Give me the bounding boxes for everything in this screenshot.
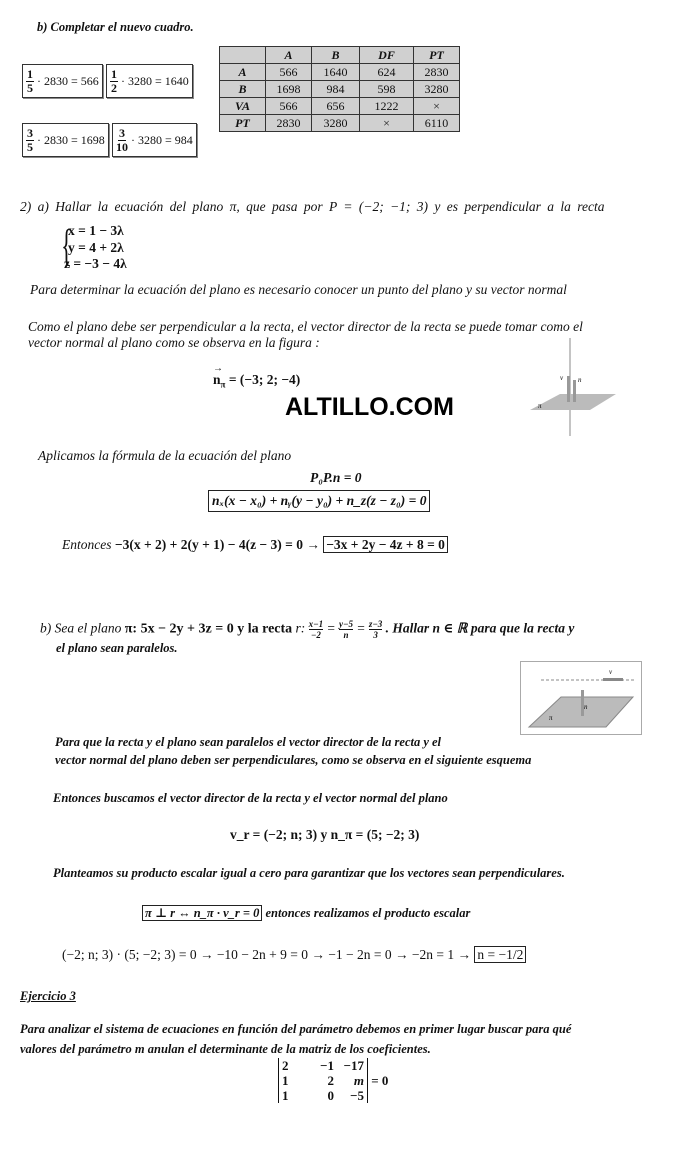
paragraph: Para determinar la ecuación del plano es necesario conocer un punto del plano y su vector normal bbox=[30, 282, 567, 297]
condition-line bbox=[142, 905, 470, 921]
parallel-figure bbox=[520, 661, 642, 735]
paragraph: Entonces buscamos el vector director de la recta y el vector normal del plano bbox=[53, 791, 448, 805]
determinant-rhs: = 0 bbox=[368, 1072, 389, 1088]
header-cell: PT bbox=[414, 47, 460, 64]
cell: 1698 bbox=[266, 81, 312, 98]
numerator: 3 bbox=[27, 125, 33, 140]
numerator: 1 bbox=[27, 66, 33, 81]
matrix-cell: m bbox=[353, 1073, 364, 1088]
exercise-2a-statement: 2) a) Hallar la ecuación del plano π, que pasa por P = (−2; −1; 3) y es perpendicular a la recta bbox=[20, 199, 605, 214]
label-pi: π bbox=[538, 402, 542, 410]
matrix-cell: 2 bbox=[282, 1058, 289, 1073]
fraction-result: · 2830 = 566 bbox=[37, 73, 99, 88]
result-line bbox=[62, 537, 448, 553]
cell: 598 bbox=[360, 81, 414, 98]
header-cell: DF bbox=[360, 47, 414, 64]
brace: { bbox=[61, 221, 72, 270]
fraction bbox=[369, 619, 382, 640]
calculation-line bbox=[62, 947, 526, 963]
paragraph: valores del parámetro m anulan el determinante de la matriz de los coeficientes. bbox=[20, 1042, 431, 1056]
exercise-3-title: Ejercicio 3 bbox=[20, 989, 76, 1003]
r-label: r: bbox=[292, 620, 309, 636]
normal-value: = (−3; 2; −4) bbox=[225, 372, 301, 387]
cell: 2830 bbox=[266, 115, 312, 132]
label-v: v bbox=[609, 668, 613, 676]
paragraph: Como el plano debe ser perpendicular a la recta, el vector director de la recta se puede tomar como el bbox=[28, 319, 583, 334]
matrix-cell: −5 bbox=[350, 1088, 364, 1103]
fraction-box bbox=[106, 64, 193, 98]
cell: 6110 bbox=[414, 115, 460, 132]
numerator: z−3 bbox=[368, 619, 383, 629]
row-label: VA bbox=[220, 98, 266, 115]
denominator: 3 bbox=[373, 630, 378, 640]
paragraph: vector normal al plano como se observa en la figura : bbox=[28, 335, 320, 350]
exercise-2b-statement: b) Sea el plano π: 5x − 2y + 3z = 0 y la recta r: $\frac{x-1}{-2}$ = $\frac{y-5}{n}$ = $\frac{z-3}{3}$ . Hallar n ∈ ℝ para que la recta y bbox=[40, 619, 575, 640]
matrix-cell: −17 bbox=[343, 1058, 364, 1073]
header-cell: B bbox=[312, 47, 360, 64]
matrix-cell: 0 bbox=[327, 1088, 334, 1103]
cell: 3280 bbox=[414, 81, 460, 98]
numerator: x−1 bbox=[308, 619, 324, 629]
vectors-equation: v_r = (−2; n; 3) y n_π = (5; −2; 3) bbox=[230, 827, 420, 842]
label-n: n bbox=[578, 376, 582, 384]
matrix-cell: −1 bbox=[320, 1058, 334, 1073]
denominator: 2 bbox=[111, 80, 117, 95]
fraction-box bbox=[22, 64, 103, 98]
denominator: 5 bbox=[27, 139, 33, 154]
cell: 984 bbox=[312, 81, 360, 98]
cell: 1222 bbox=[360, 98, 414, 115]
system-equation: x = 1 − 3λ bbox=[68, 223, 124, 238]
then-equation: −3(x + 2) + 2(y + 1) − 4(z − 3) = 0 → bbox=[111, 537, 324, 552]
cell: 624 bbox=[360, 64, 414, 81]
cell: 656 bbox=[312, 98, 360, 115]
paragraph: vector normal del plano deben ser perpendiculares, como se observa en el siguiente esquema bbox=[55, 753, 532, 767]
fraction-result: · 3280 = 984 bbox=[131, 132, 193, 147]
cell: 1640 bbox=[312, 64, 360, 81]
matrix-cell: 1 bbox=[282, 1088, 289, 1103]
row-label: PT bbox=[220, 115, 266, 132]
system-equation: z = −3 − 4λ bbox=[64, 256, 127, 271]
denominator: n bbox=[343, 630, 349, 640]
part-b-title: b) Completar el nuevo cuadro. bbox=[37, 20, 194, 34]
denominator: 5 bbox=[27, 80, 33, 95]
matrix-cell: 2 bbox=[327, 1073, 334, 1088]
system-equation: y = 4 + 2λ bbox=[68, 240, 124, 255]
row-label: A bbox=[220, 64, 266, 81]
fraction-result: · 2830 = 1698 bbox=[37, 132, 105, 147]
cell: 2830 bbox=[414, 64, 460, 81]
table-header-row bbox=[220, 47, 460, 64]
label-v: v bbox=[560, 374, 564, 382]
paragraph: Para que la recta y el plano sean paralelos el vector director de la recta y el bbox=[55, 735, 442, 749]
perpendicular-condition-box: π ⊥ r ↔ n_π · v_r = 0 bbox=[142, 905, 262, 921]
table-row bbox=[220, 64, 460, 81]
cell: × bbox=[360, 115, 414, 132]
matrix-cell: 1 bbox=[282, 1073, 289, 1088]
paragraph: Planteamos su producto escalar igual a cero para garantizar que los vectores sean perpendiculares. bbox=[53, 866, 565, 880]
cell: 566 bbox=[266, 64, 312, 81]
calculation: (−2; n; 3) · (5; −2; 3) = 0 → −10 − 2n + 9 = 0 → −1 − 2n = 0 → −2n = 1 → bbox=[62, 947, 475, 962]
paragraph: Para analizar el sistema de ecuaciones en función del parámetro debemos en primer lugar buscar para qué bbox=[20, 1022, 572, 1036]
fraction bbox=[309, 619, 323, 640]
fraction-box bbox=[22, 123, 109, 157]
denominator: 10 bbox=[116, 139, 128, 154]
answer-box: n = −1/2 bbox=[474, 946, 526, 963]
condition-tail: entonces realizamos el producto escalar bbox=[262, 906, 471, 920]
numerator: 3 bbox=[119, 125, 125, 140]
plane-equation: π: 5x − 2y + 3z = 0 y la recta bbox=[124, 621, 293, 637]
table-row bbox=[220, 115, 460, 132]
header-cell bbox=[220, 47, 266, 64]
denominator: −2 bbox=[310, 630, 321, 640]
paragraph: Aplicamos la fórmula de la ecuación del plano bbox=[38, 448, 292, 463]
watermark: ALTILLO.COM bbox=[285, 393, 454, 421]
row-label: B bbox=[220, 81, 266, 98]
fraction-box bbox=[112, 123, 197, 157]
subscript: π bbox=[220, 379, 226, 390]
numerator: 1 bbox=[111, 66, 117, 81]
distribution-table bbox=[219, 46, 460, 132]
cell: 3280 bbox=[312, 115, 360, 132]
tail: . Hallar n ∈ ℝ para que la recta y bbox=[382, 620, 575, 636]
fraction bbox=[339, 619, 353, 640]
label-pi: π bbox=[549, 714, 553, 722]
then-label: Entonces bbox=[62, 537, 112, 552]
paragraph: el plano sean paralelos. bbox=[56, 641, 178, 655]
table-row bbox=[220, 81, 460, 98]
cell: × bbox=[414, 98, 460, 115]
plane-perpendicular-figure bbox=[520, 338, 620, 438]
determinant-equation bbox=[278, 1058, 388, 1103]
label-n: n bbox=[584, 703, 588, 711]
table-row bbox=[220, 98, 460, 115]
formula-vector-dot: P₀P.n = 0 bbox=[310, 470, 362, 485]
normal-vector-equation bbox=[213, 372, 300, 390]
numerator: y−5 bbox=[339, 619, 353, 629]
plane-result-box: −3x + 2y − 4z + 8 = 0 bbox=[323, 536, 448, 553]
fraction-result: · 3280 = 1640 bbox=[121, 73, 189, 88]
plane-formula-box: nₓ(x − x₀) + nᵧ(y − y₀) + n_z(z − z₀) = 0 bbox=[208, 490, 430, 512]
vector-n: → n bbox=[213, 372, 221, 388]
cell: 566 bbox=[266, 98, 312, 115]
header-cell: A bbox=[266, 47, 312, 64]
lead: b) Sea el plano bbox=[40, 620, 125, 636]
coefficient-matrix bbox=[278, 1058, 368, 1103]
